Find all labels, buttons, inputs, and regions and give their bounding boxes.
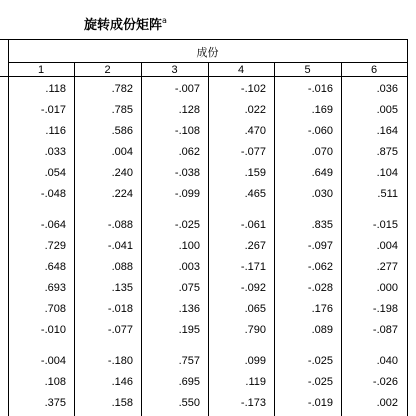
table-cell: .116 (45, 125, 66, 137)
table-cell: -.026 (372, 376, 398, 388)
table-cell: -.060 (307, 125, 333, 137)
column-header-4: 4 (237, 64, 245, 76)
table-title-footnote-marker: a (162, 16, 167, 25)
table-cell: .040 (376, 355, 398, 367)
table-cell: .108 (44, 376, 66, 388)
table-cell: .465 (244, 188, 266, 200)
column-header-6: 6 (370, 64, 378, 76)
column-header-1: 1 (37, 64, 45, 76)
table-cell: .790 (244, 324, 266, 336)
table-cell: .036 (376, 83, 398, 95)
table-cell: .708 (44, 303, 66, 315)
table-cell: .070 (311, 146, 333, 158)
table-cell: .757 (178, 355, 200, 367)
table-cell: .550 (178, 397, 200, 409)
table-cell: .088 (111, 261, 133, 273)
table-cell: -.061 (240, 219, 266, 231)
table-cell: .003 (178, 261, 200, 273)
table-cell: .146 (111, 376, 133, 388)
table-cell: -.019 (307, 397, 333, 409)
table-cell: .164 (376, 125, 398, 137)
table-cell: .030 (311, 188, 333, 200)
table-cell: -.018 (107, 303, 133, 315)
table-cell: .195 (178, 324, 200, 336)
table-cell: -.015 (372, 219, 398, 231)
table-cell: .062 (178, 146, 200, 158)
table-cell: -.171 (240, 261, 266, 273)
table-cell: -.041 (107, 240, 133, 252)
table-cell: -.038 (174, 167, 200, 179)
table-cell: .089 (311, 324, 333, 336)
table-cell: .075 (178, 282, 200, 294)
table-cell: .022 (244, 104, 266, 116)
column-header-3: 3 (171, 64, 178, 76)
table-cell: .000 (376, 282, 398, 294)
table-cell: -.180 (107, 355, 133, 367)
table-cell: -.016 (307, 83, 333, 95)
column-header-5: 5 (304, 64, 311, 76)
table-cell: -.102 (240, 83, 266, 95)
table-cell: -.025 (174, 219, 200, 231)
table-cell: .104 (376, 167, 398, 179)
table-cell: .119 (245, 376, 266, 388)
table-cell: .100 (178, 240, 200, 252)
table-cell: .875 (376, 146, 398, 158)
table-cell: .128 (178, 104, 200, 116)
table-cell: .136 (178, 303, 200, 315)
table-cell: -.077 (240, 146, 266, 158)
table-cell: -.048 (40, 188, 66, 200)
table-cell: .240 (111, 167, 133, 179)
table-cell: .135 (111, 282, 133, 294)
table-cell: -.025 (307, 355, 333, 367)
table-cell: -.007 (174, 83, 200, 95)
table-cell: .004 (111, 146, 133, 158)
table-cell: .695 (178, 376, 200, 388)
table-cell: .835 (311, 219, 333, 231)
table-right-border (407, 39, 408, 416)
table-cell: -.092 (240, 282, 266, 294)
table-cell: -.077 (107, 324, 133, 336)
spanner-header: 成份 (196, 47, 219, 59)
table-cell: -.010 (40, 324, 66, 336)
table-cell: .176 (311, 303, 333, 315)
table-title-text: 旋转成份矩阵 (84, 18, 163, 33)
table-cell: .782 (111, 83, 133, 95)
table-cell: .470 (244, 125, 266, 137)
table-cell: .054 (44, 167, 66, 179)
table-cell: -.108 (174, 125, 200, 137)
table-cell: .267 (244, 240, 266, 252)
table-cell: .169 (311, 104, 333, 116)
table-top-border (0, 39, 408, 40)
table-cell: .586 (111, 125, 133, 137)
column-header-underline (0, 76, 408, 77)
table-cell: .065 (244, 303, 266, 315)
table-cell: .159 (244, 167, 266, 179)
column-header-2: 2 (104, 64, 111, 76)
table-cell: -.025 (307, 376, 333, 388)
table-cell: .375 (44, 397, 66, 409)
table-cell: .033 (44, 146, 66, 158)
table-cell: -.028 (307, 282, 333, 294)
table-cell: .005 (376, 104, 398, 116)
table-cell: .693 (44, 282, 66, 294)
table-cell: .785 (111, 104, 133, 116)
table-cell: .649 (311, 167, 333, 179)
table-cell: .002 (376, 397, 398, 409)
table-cell: -.173 (240, 397, 266, 409)
table-cell: -.062 (307, 261, 333, 273)
table-cell: .118 (45, 83, 66, 95)
table-cell: .099 (244, 355, 266, 367)
table-cell: -.198 (372, 303, 398, 315)
table-cell: -.088 (107, 219, 133, 231)
table-cell: -.017 (40, 104, 66, 116)
table-cell: .511 (377, 188, 398, 200)
table-cell: -.004 (40, 355, 66, 367)
table-cell: -.064 (40, 219, 66, 231)
table-title (84, 14, 167, 33)
table-cell: -.097 (307, 240, 333, 252)
table-cell: .729 (44, 240, 66, 252)
table-cell: .158 (111, 397, 133, 409)
table-cell: .004 (376, 240, 398, 252)
table-cell: .224 (111, 188, 133, 200)
table-cell: .277 (376, 261, 398, 273)
table-cell: .648 (44, 261, 66, 273)
table-cell: -.087 (372, 324, 398, 336)
table-cell: -.099 (174, 188, 200, 200)
